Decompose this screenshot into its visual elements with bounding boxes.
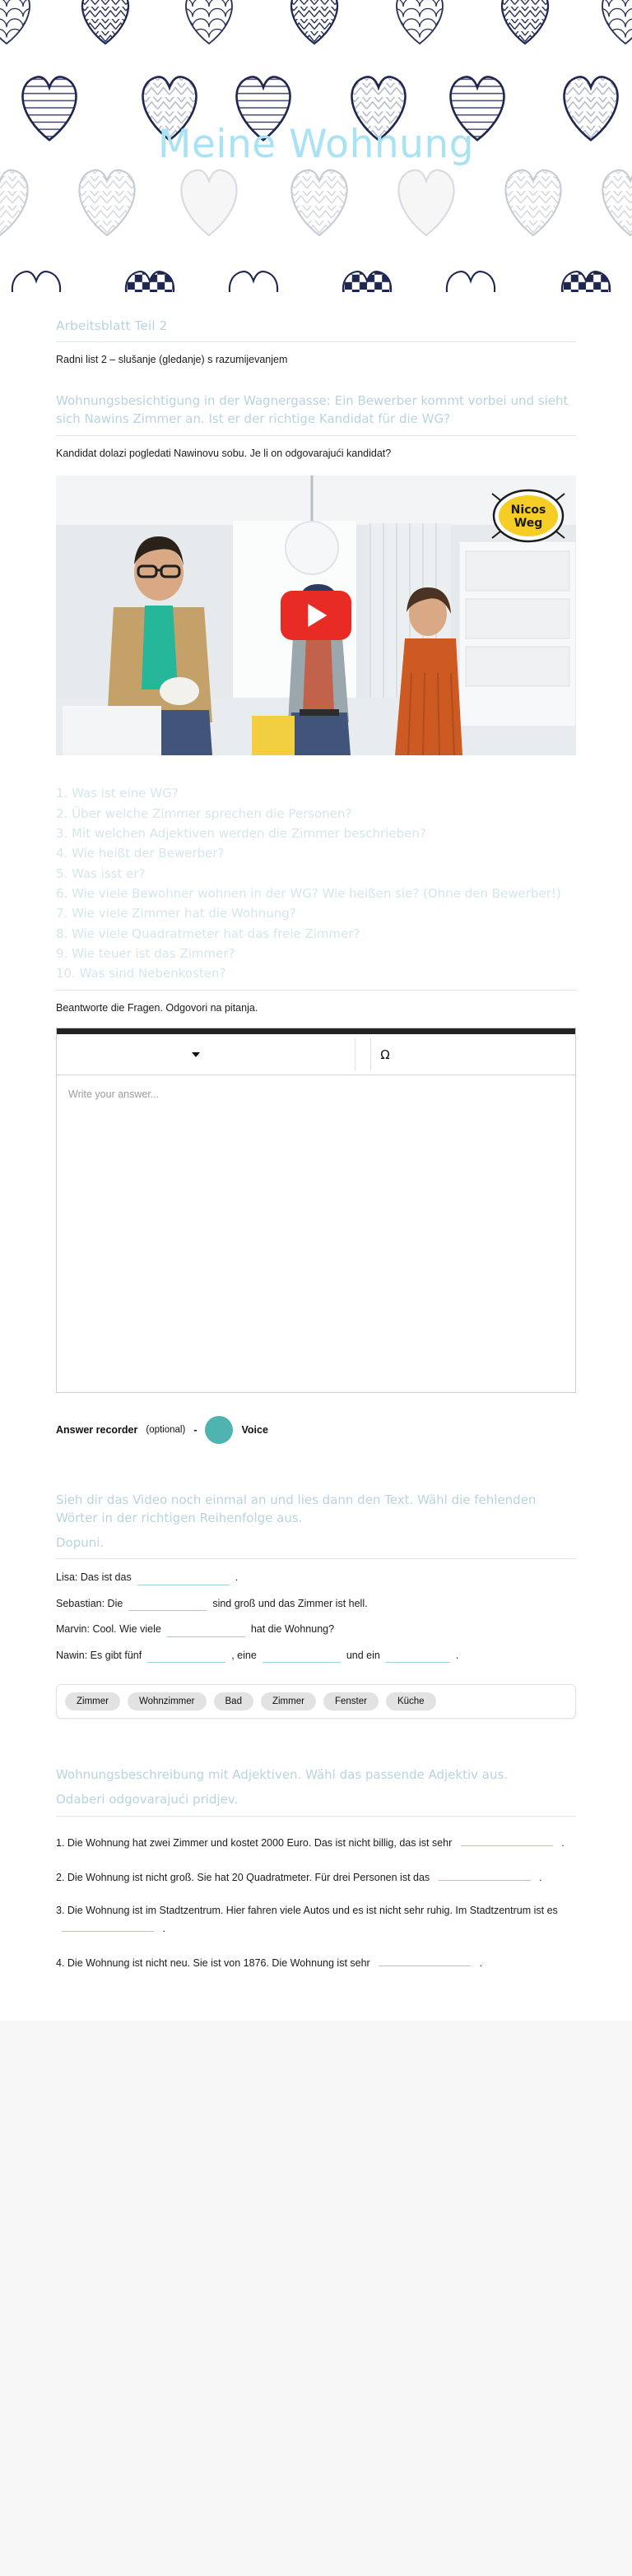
fill-line	[56, 1571, 576, 1585]
chevron-down-icon[interactable]	[182, 1041, 210, 1069]
word-bank[interactable]	[56, 1684, 576, 1719]
word-chip[interactable]: Zimmer	[65, 1692, 120, 1710]
fill-text: , eine	[231, 1649, 257, 1661]
task3-block	[56, 1719, 576, 1971]
blank-input[interactable]	[379, 1953, 471, 1966]
task3-prompt: Wohnungsbeschreibung mit Adjektiven. Wähl das passende Adjektiv aus.	[56, 1767, 509, 1783]
blank-input[interactable]	[386, 1650, 450, 1663]
list-item: 10. Was sind Nebenkosten?	[56, 966, 226, 982]
fill-text: hat die Wohnung?	[250, 1623, 335, 1636]
word-chip[interactable]: Küche	[386, 1692, 436, 1710]
recorder-label: Answer recorder	[56, 1424, 138, 1437]
blank-input[interactable]	[461, 1833, 553, 1846]
fill-line	[56, 1649, 576, 1664]
fill-text: .	[455, 1649, 459, 1661]
fill-text: Marvin: Cool. Wie viele	[56, 1623, 161, 1636]
fill-text: .	[235, 1571, 239, 1584]
fill-text: und ein	[346, 1649, 380, 1661]
answer-textarea[interactable]: Write your answer...	[68, 1088, 160, 1101]
list-item: 8. Wie viele Quadratmeter hat das freie Zimmer?	[56, 926, 360, 941]
task2-prompt: Sieh dir das Video noch einmal an und lies dann den Text. Wähl die fehlenden Wörter in der richtigen Reihenfolge aus.	[56, 1492, 537, 1525]
fill-line	[56, 1622, 576, 1637]
exercise-text: 2. Die Wohnung ist nicht groß. Sie hat 20 Quadratmeter. Für drei Personen ist das	[56, 1871, 430, 1883]
blank-input[interactable]	[263, 1650, 341, 1663]
blank-input[interactable]	[147, 1650, 225, 1663]
task1-prompt: Wohnungsbesichtigung in der Wagnergasse: Ein Bewerber kommt vorbei und sieht sich Nawins Zimmer an. Ist er der richtige Kandidat für die WG?	[56, 393, 569, 426]
list-item: 5. Was isst er?	[56, 866, 146, 881]
recorder-dash: -	[193, 1424, 198, 1437]
recorder-optional: (optional)	[146, 1425, 186, 1436]
task2-translation: Dopuni.	[56, 1534, 105, 1550]
list-item: 2. Über welche Zimmer sprechen die Personen?	[56, 805, 352, 821]
word-chip[interactable]: Zimmer	[261, 1692, 316, 1710]
list-item: 6. Wie viele Bewohner wohnen in der WG? Wie heißen sie? (Ohne den Bewerber!)	[56, 885, 561, 901]
fill-line	[56, 1597, 576, 1612]
divider	[56, 435, 576, 436]
blank-input[interactable]	[137, 1572, 230, 1585]
blank-input[interactable]	[167, 1624, 245, 1637]
exercise-text: 3. Die Wohnung ist im Stadtzentrum. Hier fahren viele Autos und es ist nicht sehr ruhig. Im Stadtzentrum ist es	[56, 1904, 558, 1916]
youtube-play-icon[interactable]	[281, 591, 351, 640]
blank-input[interactable]	[439, 1868, 531, 1881]
word-chip[interactable]: Fenster	[323, 1692, 379, 1710]
list-item: 4. Wie heißt der Bewerber?	[56, 846, 225, 861]
list-item: 1. Was ist eine WG?	[56, 786, 179, 801]
record-button[interactable]	[205, 1416, 233, 1444]
fill-text: Nawin: Es gibt fünf	[56, 1649, 142, 1661]
answer-recorder[interactable]	[56, 1416, 576, 1444]
task3-translation: Odaberi odgovarajući pridjev.	[56, 1792, 239, 1808]
exercise-item	[56, 1902, 576, 1937]
fill-text: sind groß und das Zimmer ist hell.	[212, 1597, 368, 1609]
svg-text:Nicos: Nicos	[510, 504, 546, 518]
question-list	[56, 783, 576, 983]
worksheet-heading-block	[56, 292, 576, 368]
special-character-icon[interactable]: Ω	[380, 1047, 390, 1062]
blank-input[interactable]	[128, 1598, 207, 1611]
task1-block	[56, 368, 576, 1444]
blank-input[interactable]	[62, 1919, 154, 1932]
answer-instruction: Beantworte die Fragen. Odgovori na pitanja.	[56, 1002, 258, 1014]
page-title: Meine Wohnung	[157, 122, 475, 167]
list-item: 7. Wie viele Zimmer hat die Wohnung?	[56, 906, 296, 921]
fill-text: Sebastian: Die	[56, 1597, 123, 1609]
divider	[56, 1558, 576, 1559]
exercise-item	[56, 1868, 576, 1886]
exercise-text: 4. Die Wohnung ist nicht neu. Sie ist von 1876. Die Wohnung ist sehr	[56, 1956, 370, 1969]
svg-text:Weg: Weg	[514, 517, 543, 531]
list-item: 9. Wie teuer ist das Zimmer?	[56, 945, 235, 961]
word-chip[interactable]: Bad	[214, 1692, 253, 1710]
word-chip[interactable]: Wohnzimmer	[128, 1692, 207, 1710]
exercise-text: .	[162, 1922, 165, 1934]
worksheet-body	[0, 292, 632, 2021]
divider	[56, 341, 576, 342]
divider	[56, 990, 576, 991]
task1-translation: Kandidat dolazi pogledati Nawinovu sobu. Je li on odgovarajući kandidat?	[56, 447, 392, 459]
editor-top-bar	[57, 1028, 575, 1034]
exercise-item	[56, 1953, 576, 1971]
exercise-item	[56, 1833, 576, 1851]
divider	[56, 1816, 576, 1817]
editor-toolbar[interactable]	[57, 1034, 575, 1075]
video-player[interactable]	[56, 476, 576, 755]
recorder-voice-label: Voice	[241, 1424, 268, 1437]
rich-text-editor[interactable]	[56, 1028, 576, 1393]
exercise-text: .	[539, 1871, 542, 1883]
worksheet-heading: Arbeitsblatt Teil 2	[56, 318, 168, 333]
exercise-text: .	[479, 1956, 483, 1969]
worksheet-subheading: Radni list 2 – slušanje (gledanje) s razumijevanjem	[56, 354, 288, 366]
task2-block	[56, 1444, 576, 1719]
exercise-text: 1. Die Wohnung hat zwei Zimmer und kostet 2000 Euro. Das ist nicht billig, das ist sehr	[56, 1836, 453, 1849]
fill-text: Lisa: Das ist das	[56, 1571, 132, 1584]
exercise-text: .	[561, 1836, 565, 1849]
nicos-weg-logo	[490, 485, 566, 546]
list-item: 3. Mit welchen Adjektiven werden die Zimmer beschrieben?	[56, 826, 426, 842]
page-banner	[0, 0, 632, 292]
